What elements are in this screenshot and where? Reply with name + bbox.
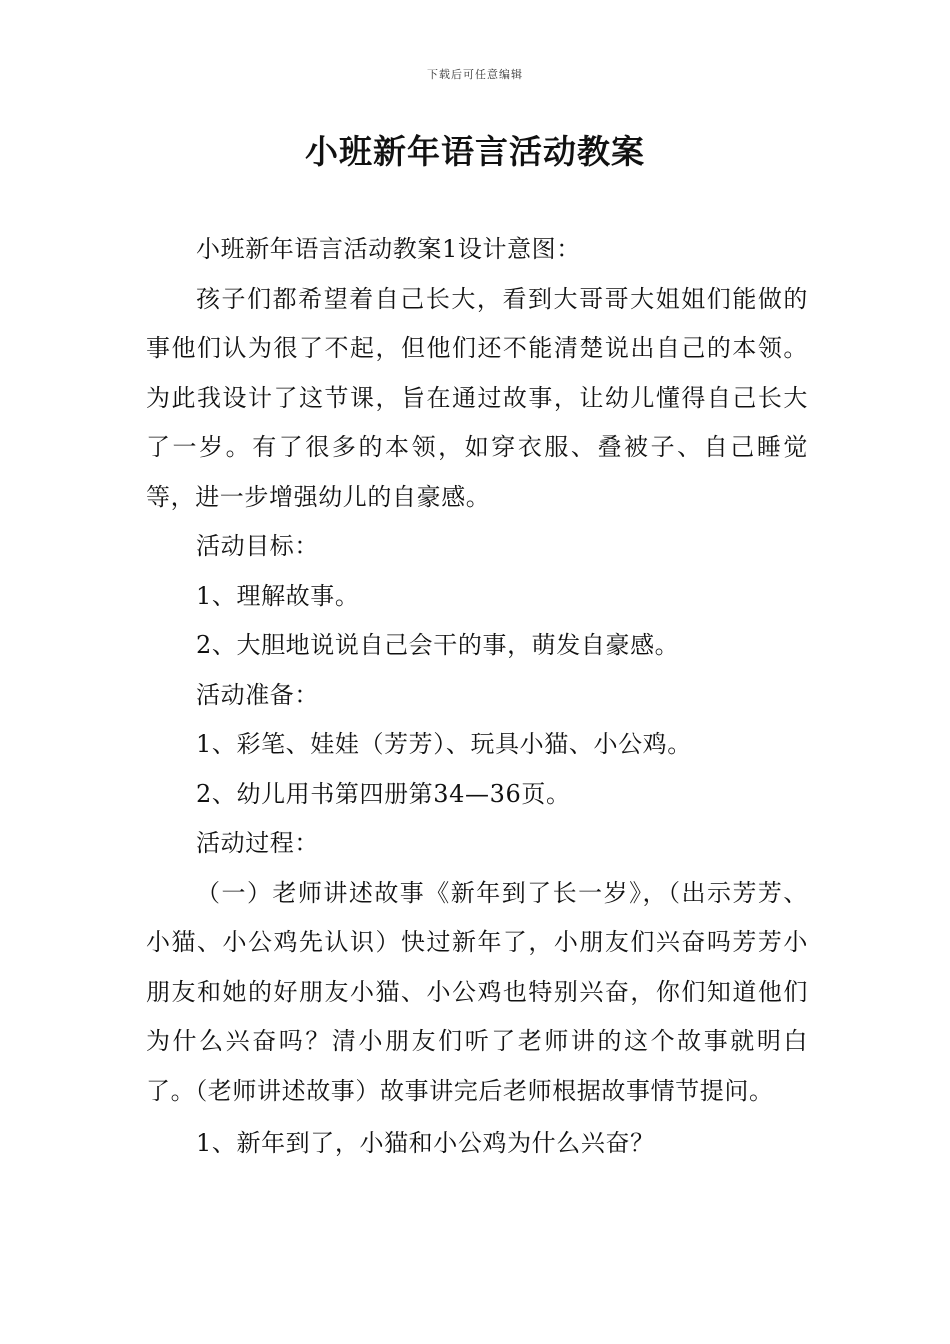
paragraph-preparation-1: 1、彩笔、娃娃（芳芳）、玩具小猫、小公鸡。 xyxy=(196,730,692,758)
header-note: 下载后可任意编辑 xyxy=(427,68,523,81)
paragraph-preparation-heading: 活动准备： xyxy=(196,680,319,709)
document-body xyxy=(146,225,808,1169)
paragraph-process-heading: 活动过程： xyxy=(196,829,319,857)
paragraph-preparation-2: 2、幼儿用书第四册第34—36页。 xyxy=(196,779,571,808)
document-title: 小班新年语言活动教案 xyxy=(305,132,645,171)
paragraph-question-1: 1、新年到了，小猫和小公鸡为什么兴奋？ xyxy=(196,1129,655,1157)
paragraph-goals-heading: 活动目标： xyxy=(196,532,319,560)
paragraph-goal-2: 2、大胆地说说自己会干的事，萌发自豪感。 xyxy=(196,631,680,659)
paragraph-design-intent: 孩子们都希望着自己长大，看到大哥哥大姐姐们能做的事他们认为很了不起，但他们还不能清楚说出自己的本领。为此我设计了这节课，旨在通过故事，让幼儿懂得自己长大了一岁。有了很多的本领，如穿衣服、叠被子、自己睡觉等，进一步增强幼儿的自豪感。 xyxy=(146,284,808,511)
paragraph-process-story: （一）老师讲述故事《新年到了长一岁》，（出示芳芳、小猫、小公鸡先认识）快过新年了，小朋友们兴奋吗芳芳小朋友和她的好朋友小猫、小公鸡也特别兴奋，你们知道他们为什么兴奋吗？清小朋友们听了老师讲的这个故事就明白了。（老师讲述故事）故事讲完后老师根据故事情节提问。 xyxy=(146,878,808,1105)
paragraph-goal-1: 1、理解故事。 xyxy=(196,581,360,610)
paragraph-design-intent-heading: 小班新年语言活动教案1设计意图： xyxy=(196,235,581,263)
